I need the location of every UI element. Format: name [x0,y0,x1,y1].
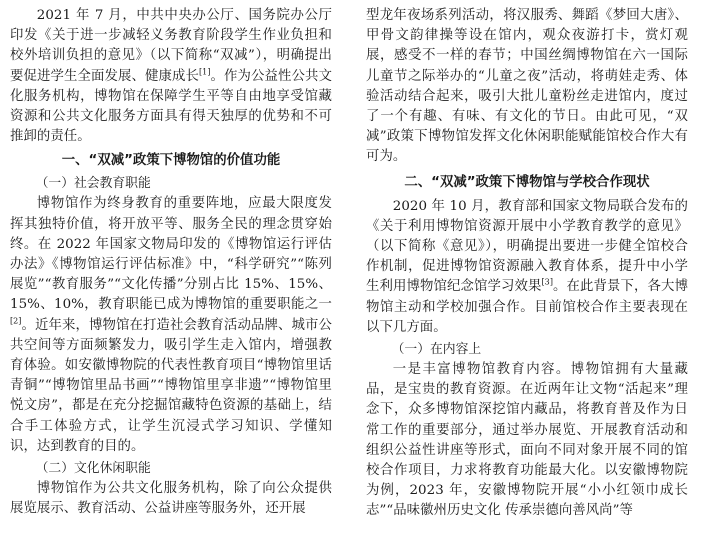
subsection-heading-3: （一）在内容上 [391,342,482,358]
intro-paragraph [10,6,332,147]
subsection-1-paragraph [10,194,332,457]
intro-text-tail: 。作为公益性公共文化服务机构，博物馆在保障学生平等自由地享受馆藏资源和公共文化服务方面具有得天独厚的优势和不可推卸的责任。 [10,68,333,145]
subsection-2-paragraph: 博物馆作为公共文化服务机构，除了向公众提供展览展示、教育活动、公益讲座等服务外，还开展 [10,481,332,517]
section-2-text: 2020 年 10 月，教育部和国家文物局联合发布的《关于利用博物馆资源开展中小学教育教学的意见》（以下简称《意见》），明确提出要进一步健全馆校合作机制，促进博物馆资源融入教育体系，提升中小学生利用博物馆纪念馆学习效果 [366,198,688,295]
section-heading-1: 一、“双减”政策下博物馆的价值功能 [61,153,281,169]
subsection-1-text: 博物馆作为终身教育的重要阵地，应最大限度发挥其独特价值，将开放平等、服务全民的理念贯穿始终。在 2022 年国家文物局印发的《博物馆运行评估办法》《博物馆运行评估标准》中，“科学研究”“陈列展览”“教育服务”“文化传播”分别占比 15%、15%、15%、10%，教育职能已成为博物馆的重要职能之一 [10,196,332,313]
left-column [10,6,332,519]
continued-paragraph: 型龙年夜场系列活动，将汉服秀、舞蹈《梦回大唐》、甲骨文韵律操等设在馆内，观众夜游打卡，赏灯观展，感受不一样的春节；中国丝绸博物馆在六一国际儿童节之际举办的“儿童之夜”活动，将萌娃走秀、体验活动结合起来，吸引大批儿童粉丝走进馆内，度过了一个有趣、有味、有文化的节日。由此可见，“双减”政策下博物馆发挥文化休闲职能赋能馆校合作大有可为。 [366,8,688,165]
citation-ref-2: [2] [10,316,22,326]
subsection-heading-1: （一）社会教育职能 [35,176,151,192]
section-2-text-tail: 。在此背景下，各大博物馆主动和学校加强合作。目前馆校合作主要表现在以下几方面。 [366,279,689,335]
right-column [366,6,688,522]
subsection-heading-2: （二）文化休闲职能 [35,461,151,477]
citation-ref-3: [3] [541,277,553,287]
subsection-1-text-tail: 。近年来，博物馆在打造社会教育活动品牌、城市公共空间等方面频繁发力，吸引学生走入馆内，增强教育体验。如安徽博物院的代表性教育项目“博物馆里话青铜”“博物馆里品书画”“博物馆里享非遗”“博物馆里悦文房”，都是在充分挖掘馆藏特色资源的基础上，结合手工体验方式，让学生沉浸式学习知识、学懂知识，达到教育的目的。 [10,317,332,454]
section-heading-2: 二、“双减”政策下博物馆与学校合作现状 [404,174,650,190]
subsection-3-paragraph: 一是丰富博物馆教育内容。博物馆拥有大量藏品，是宝贵的教育资源。在近两年让文物“活起来”理念下，众多博物馆深挖馆内藏品，将教育普及作为日常工作的重要部分，通过举办展览、开展教育活动和组织公益性讲座等形式，面向不同对象开展不同的馆校合作项目，力求将教育功能最大化。以安徽博物院为例，2023 年，安徽博物院开展“小小红领巾成长志”“品味徽州历史文化 传承崇德向善风尚”等 [366,362,688,519]
intro-text: 2021 年 7 月，中共中央办公厅、国务院办公厅印发《关于进一步减轻义务教育阶段学生作业负担和校外培训负担的意见》（以下简称“双减”），明确提出要促进学生全面发展、健康成长 [10,8,332,84]
citation-ref-1: [1] [199,67,211,77]
section-2-paragraph [366,197,688,338]
